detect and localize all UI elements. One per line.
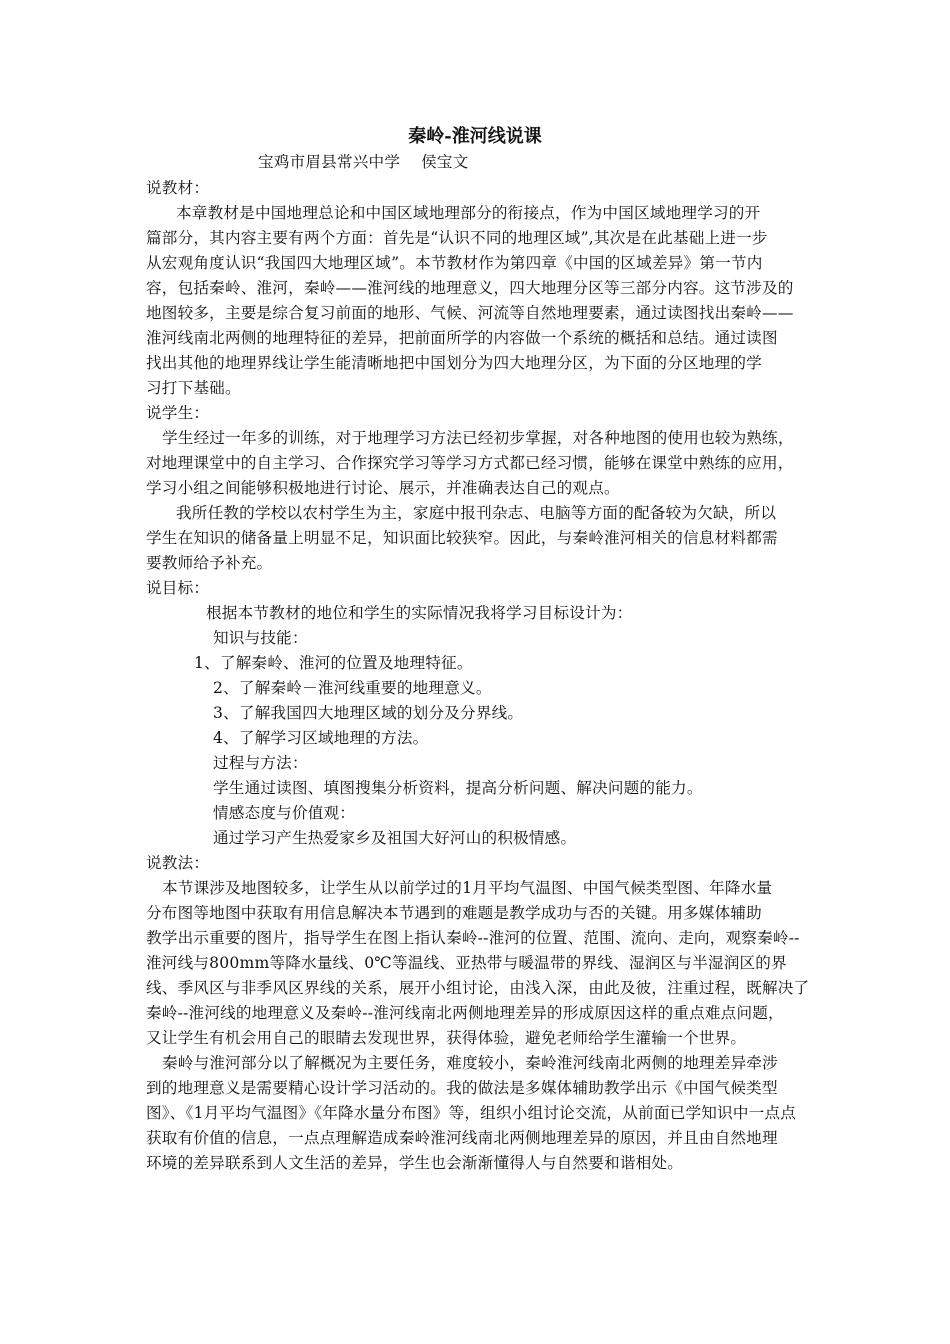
paragraph-line: 分布图等地图中获取有用信息解决本节遇到的难题是教学成功与否的关键。用多媒体辅助	[146, 904, 762, 922]
list-item: 3、了解我国四大地理区域的划分及分界线。	[213, 704, 524, 722]
list-item: 1、了解秦岭、淮河的位置及地理特征。	[194, 654, 473, 672]
paragraph-line: 学习小组之间能够积极地进行讨论、展示，并准确表达自己的观点。	[146, 479, 620, 497]
paragraph-line: 本章教材是中国地理总论和中国区域地理部分的衔接点，作为中国区域地理学习的开	[176, 204, 761, 222]
paragraph-line: 找出其他的地理界线让学生能清晰地把中国划分为四大地理分区，为下面的分区地理的学	[146, 354, 762, 372]
paragraph-line: 通过学习产生热爱家乡及祖国大好河山的积极情感。	[213, 829, 577, 847]
paragraph-line: 学生经过一年多的训练，对于地理学习方法已经初步掌握，对各种地图的使用也较为熟练，	[162, 429, 794, 447]
paragraph-line: 图》、《1月平均气温图》《年降水量分布图》等，组织小组讨论交流，从前面已学知识中一点点	[146, 1104, 797, 1122]
subheading-knowledge: 知识与技能：	[213, 629, 308, 647]
paragraph-line: 我所任教的学校以农村学生为主，家庭中报刊杂志、电脑等方面的配备较为欠缺，所以	[176, 504, 777, 522]
paragraph-line: 秦岭与淮河部分以了解概况为主要任务，难度较小，秦岭淮河线南北两侧的地理差异牵涉	[162, 1054, 778, 1072]
paragraph-line: 根据本节教材的地位和学生的实际情况我将学习目标设计为：	[206, 604, 633, 622]
paragraph-line: 淮河线与800mm等降水量线、0℃等温线、亚热带与暖温带的界线、湿润区与半湿润区的界	[146, 954, 787, 972]
paragraph-line: 学生在知识的储备量上明显不足，知识面比较狭窄。因此，与秦岭淮河相关的信息材料都需	[146, 529, 778, 547]
paragraph-line: 本节课涉及地图较多，让学生从以前学过的1月平均气温图、中国气候类型图、年降水量	[162, 879, 773, 897]
paragraph-line: 线、季风区与非季风区界线的关系，展开小组讨论，由浅入深，由此及彼，注重过程，既解决了	[146, 979, 810, 997]
paragraph-line: 地图较多，主要是综合复习前面的地形、气候、河流等自然地理要素，通过读图找出秦岭——	[146, 304, 794, 322]
section-heading-xuesheng: 说学生：	[146, 404, 210, 422]
paragraph-line: 习打下基础。	[146, 379, 241, 397]
paragraph-line: 从宏观角度认识“我国四大地理区域”。本节教材作为第四章《中国的区域差异》第一节内	[146, 254, 763, 272]
paragraph-line: 环境的差异联系到人文生活的差异，学生也会渐渐懂得人与自然要和谐相处。	[146, 1154, 683, 1172]
paragraph-line: 到的地理意义是需要精心设计学习活动的。我的做法是多媒体辅助教学出示《中国气候类型	[146, 1079, 778, 1097]
paragraph-line: 对地理课堂中的自主学习、合作探究学习等学习方式都已经习惯，能够在课堂中熟练的应用，	[146, 454, 794, 472]
paragraph-line: 篇部分，其内容主要有两个方面：首先是“认识不同的地理区域”,其次是在此基础上进一步	[146, 229, 768, 247]
subheading-process: 过程与方法：	[213, 754, 308, 772]
paragraph-line: 教学出示重要的图片，指导学生在图上指认秦岭--淮河的位置、范围、流向、走向，观察秦岭--	[146, 929, 800, 947]
document-title: 秦岭-淮河线说课	[408, 126, 542, 147]
section-heading-mubiao: 说目标：	[146, 579, 210, 597]
paragraph-line: 淮河线南北两侧的地理特征的差异，把前面所学的内容做一个系统的概括和总结。通过读图	[146, 329, 778, 347]
section-heading-jiaofa: 说教法：	[146, 854, 210, 872]
section-heading-jiaocai: 说教材：	[146, 179, 210, 197]
subheading-attitude: 情感态度与价值观：	[213, 804, 356, 822]
paragraph-line: 学生通过读图、填图搜集分析资料，提高分析问题、解决问题的能力。	[213, 779, 703, 797]
document-author: 宝鸡市眉县常兴中学 侯宝文	[258, 153, 469, 171]
paragraph-line: 获取有价值的信息，一点点理解造成秦岭淮河线南北两侧地理差异的原因，并且由自然地理	[146, 1129, 778, 1147]
list-item: 2、了解秦岭－淮河线重要的地理意义。	[213, 679, 492, 697]
paragraph-line: 要教师给予补充。	[146, 554, 273, 572]
paragraph-line: 又让学生有机会用自己的眼睛去发现世界，获得体验，避免老师给学生灌输一个世界。	[146, 1029, 747, 1047]
list-item: 4、了解学习区域地理的方法。	[213, 729, 429, 747]
paragraph-line: 容，包括秦岭、淮河，秦岭——淮河线的地理意义，四大地理分区等三部分内容。这节涉及的	[146, 279, 794, 297]
paragraph-line: 秦岭--淮河线的地理意义及秦岭--淮河线南北两侧地理差异的形成原因这样的重点难点问题，	[146, 1004, 784, 1022]
